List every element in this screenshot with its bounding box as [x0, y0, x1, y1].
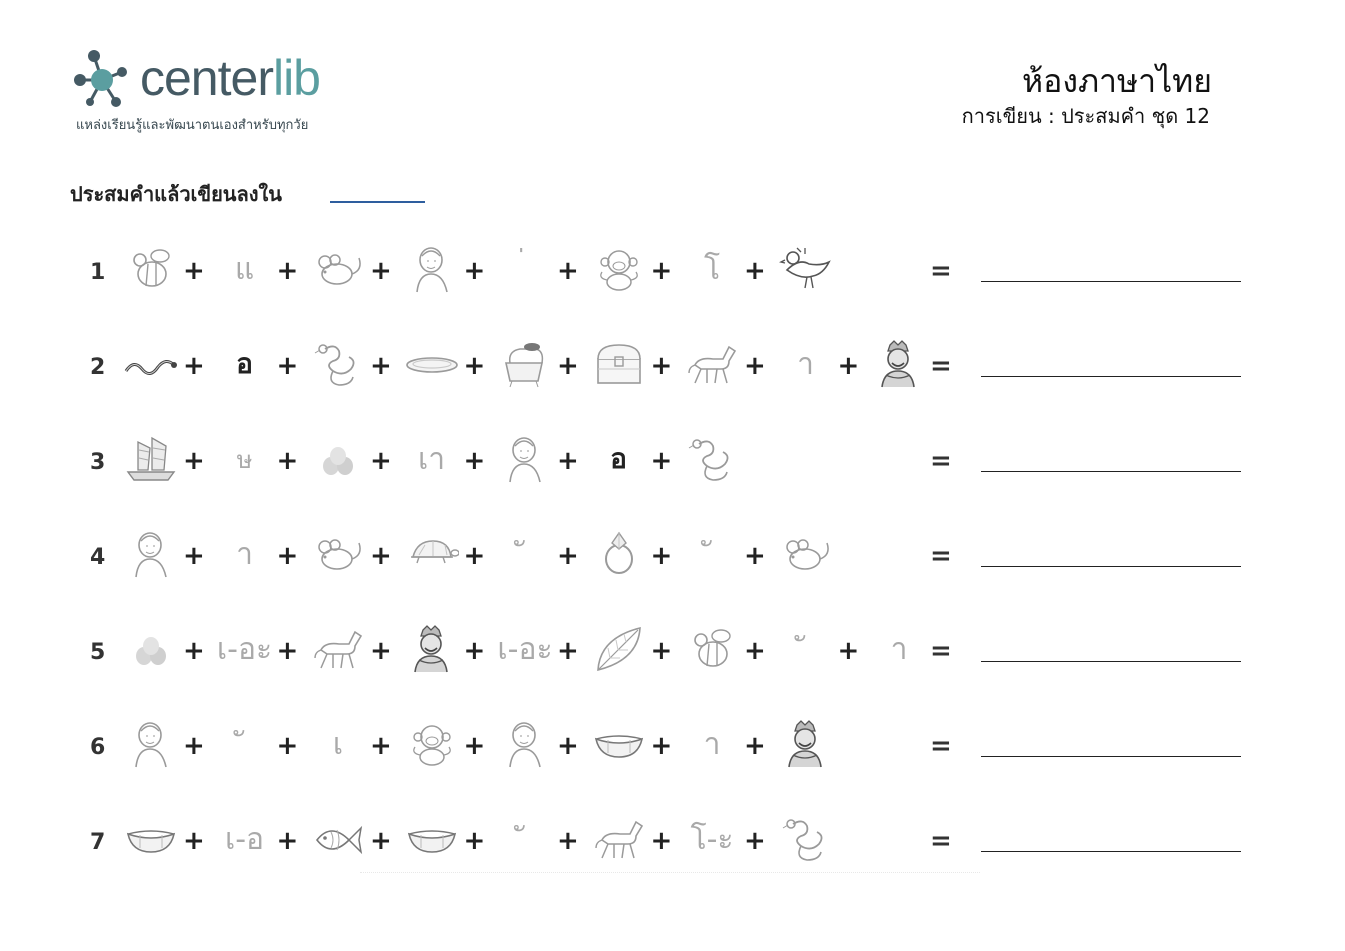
- plus-sign: +: [276, 731, 299, 761]
- coiled-snake-icon: [779, 814, 833, 864]
- plus-sign: +: [276, 446, 299, 476]
- molecule-logo-icon: [72, 46, 136, 110]
- plus-sign: +: [744, 826, 766, 856]
- letter-glyph: โ-ะ: [690, 821, 734, 857]
- plus-sign: +: [183, 826, 205, 856]
- letter-glyph: า: [236, 536, 253, 572]
- plus-sign: +: [183, 256, 205, 286]
- old-man-icon: [498, 719, 552, 769]
- plus-sign: +: [837, 636, 860, 666]
- plus-sign: +: [744, 636, 766, 666]
- letter-glyph: อ: [610, 442, 627, 475]
- instruction-text: ประสมคำแล้วเขียนลงใน: [70, 182, 282, 206]
- plus-sign: +: [183, 446, 205, 476]
- faint-divider: [360, 872, 980, 873]
- letter-glyph: แ: [234, 251, 255, 287]
- answer-line[interactable]: [981, 756, 1241, 757]
- letter-glyph: า: [890, 631, 908, 667]
- answer-line[interactable]: [981, 471, 1241, 472]
- equals-sign: =: [930, 541, 952, 571]
- plus-sign: +: [183, 351, 205, 381]
- letter-glyph: อ: [236, 347, 253, 380]
- horse-icon: [311, 624, 365, 674]
- letter-glyph: า: [797, 346, 814, 382]
- plus-sign: +: [557, 826, 579, 856]
- fish-icon: [311, 814, 365, 864]
- plus-sign: +: [650, 826, 673, 856]
- letter-glyph: ษ: [236, 445, 253, 474]
- exercise-row: [0, 523, 1345, 593]
- logo-word-lib: lib: [272, 50, 320, 106]
- eggs-icon: [311, 434, 365, 484]
- tray-icon: [405, 339, 459, 389]
- answer-line[interactable]: [981, 376, 1241, 377]
- answer-line[interactable]: [981, 851, 1241, 852]
- instruction-blank-line: [330, 201, 425, 203]
- plus-sign: +: [744, 541, 766, 571]
- page-title: ห้องภาษาไทย: [1022, 62, 1212, 100]
- bath-tub-icon: [498, 339, 552, 389]
- equals-sign: =: [930, 826, 952, 856]
- letter-glyph: เ-อะ: [216, 631, 273, 667]
- letter-glyph: เ-อะ: [497, 631, 553, 667]
- logo-tagline: แหล่งเรียนรู้และพัฒนาตนเองสำหรับทุกวัย: [76, 118, 309, 133]
- ring-icon: [592, 529, 646, 579]
- plus-sign: +: [276, 826, 299, 856]
- plus-sign: +: [370, 256, 392, 286]
- plus-sign: +: [463, 826, 486, 856]
- plus-sign: +: [463, 351, 486, 381]
- plus-sign: +: [744, 256, 766, 286]
- snake-icon: [124, 339, 178, 389]
- centerlib-logo: [72, 44, 372, 134]
- plus-sign: +: [183, 636, 205, 666]
- plus-sign: +: [183, 541, 205, 571]
- giant-icon: [872, 339, 926, 389]
- row-number: 4: [90, 545, 106, 570]
- row-number: 7: [90, 830, 106, 855]
- old-man-icon: [124, 529, 178, 579]
- equals-sign: =: [930, 636, 952, 666]
- plus-sign: +: [370, 731, 392, 761]
- page-subtitle: การเขียน : ประสมคำ ชุด 12: [961, 104, 1210, 128]
- plus-sign: +: [557, 541, 579, 571]
- plus-sign: +: [557, 351, 579, 381]
- row-number: 3: [90, 450, 106, 475]
- coiled-snake-icon: [685, 434, 739, 484]
- plus-sign: +: [650, 256, 673, 286]
- mouse-icon: [311, 529, 365, 579]
- letter-glyph: โ: [703, 251, 721, 287]
- plus-sign: +: [837, 351, 860, 381]
- junk-boat-icon: [124, 434, 178, 484]
- plus-sign: +: [650, 636, 673, 666]
- equals-sign: =: [930, 256, 952, 286]
- exercise-row: [0, 238, 1345, 308]
- plus-sign: +: [650, 541, 673, 571]
- letter-glyph: [498, 814, 552, 864]
- exercise-row: [0, 618, 1345, 688]
- row-number: 2: [90, 355, 106, 380]
- owl-icon: [779, 244, 833, 294]
- turtle-icon: [405, 529, 459, 579]
- plus-sign: +: [370, 351, 392, 381]
- equals-sign: =: [930, 351, 952, 381]
- row-number: 5: [90, 640, 106, 665]
- plus-sign: +: [463, 541, 486, 571]
- equals-sign: =: [930, 731, 952, 761]
- plus-sign: +: [370, 446, 392, 476]
- plus-sign: +: [370, 826, 392, 856]
- letter-glyph: เ: [332, 726, 344, 762]
- row-number: 1: [90, 260, 106, 285]
- exercise-row: [0, 333, 1345, 403]
- exercise-row: [0, 713, 1345, 783]
- plus-sign: +: [183, 731, 205, 761]
- mouse-icon: [779, 529, 833, 579]
- plus-sign: +: [744, 731, 766, 761]
- plus-sign: +: [276, 256, 299, 286]
- letter-glyph: [498, 529, 552, 579]
- logo-wordmark: [140, 50, 320, 106]
- letter-glyph: [498, 244, 552, 294]
- plus-sign: +: [650, 351, 673, 381]
- old-man-icon: [405, 244, 459, 294]
- boat-icon: [592, 719, 646, 769]
- plus-sign: +: [650, 446, 673, 476]
- letter-glyph: [218, 719, 272, 769]
- coiled-snake-icon: [311, 339, 365, 389]
- logo-word-center: center: [140, 50, 273, 106]
- eggs-icon: [124, 624, 178, 674]
- boat-icon: [405, 814, 459, 864]
- letter-glyph: า: [703, 726, 721, 762]
- plus-sign: +: [463, 256, 486, 286]
- treasure-chest-icon: [592, 339, 646, 389]
- letter-glyph: เ-อ: [224, 821, 265, 857]
- plus-sign: +: [370, 636, 392, 666]
- mouse-icon: [311, 244, 365, 294]
- letter-glyph: [779, 624, 833, 674]
- giant-icon: [779, 719, 833, 769]
- answer-line[interactable]: [981, 281, 1241, 282]
- answer-line[interactable]: [981, 566, 1241, 567]
- plus-sign: +: [557, 256, 579, 286]
- plus-sign: +: [650, 731, 673, 761]
- plus-sign: +: [557, 636, 579, 666]
- exercise-row: [0, 428, 1345, 498]
- plus-sign: +: [744, 351, 766, 381]
- plus-sign: +: [463, 636, 486, 666]
- monkey-icon: [592, 244, 646, 294]
- answer-line[interactable]: [981, 661, 1241, 662]
- bee-icon: [685, 624, 739, 674]
- plus-sign: +: [463, 731, 486, 761]
- leaf-icon: [592, 624, 646, 674]
- monkey-icon: [405, 719, 459, 769]
- plus-sign: +: [557, 731, 579, 761]
- old-man-icon: [498, 434, 552, 484]
- plus-sign: +: [276, 541, 299, 571]
- plus-sign: +: [276, 351, 299, 381]
- equals-sign: =: [930, 446, 952, 476]
- bee-icon: [124, 244, 178, 294]
- exercise-row: [0, 808, 1345, 878]
- letter-glyph: เา: [417, 441, 446, 477]
- plus-sign: +: [370, 541, 392, 571]
- letter-glyph: [685, 529, 739, 579]
- old-man-icon: [124, 719, 178, 769]
- horse-icon: [685, 339, 739, 389]
- plus-sign: +: [557, 446, 579, 476]
- giant-icon: [405, 624, 459, 674]
- plus-sign: +: [463, 446, 486, 476]
- boat-icon: [124, 814, 178, 864]
- row-number: 6: [90, 735, 106, 760]
- horse-icon: [592, 814, 646, 864]
- plus-sign: +: [276, 636, 299, 666]
